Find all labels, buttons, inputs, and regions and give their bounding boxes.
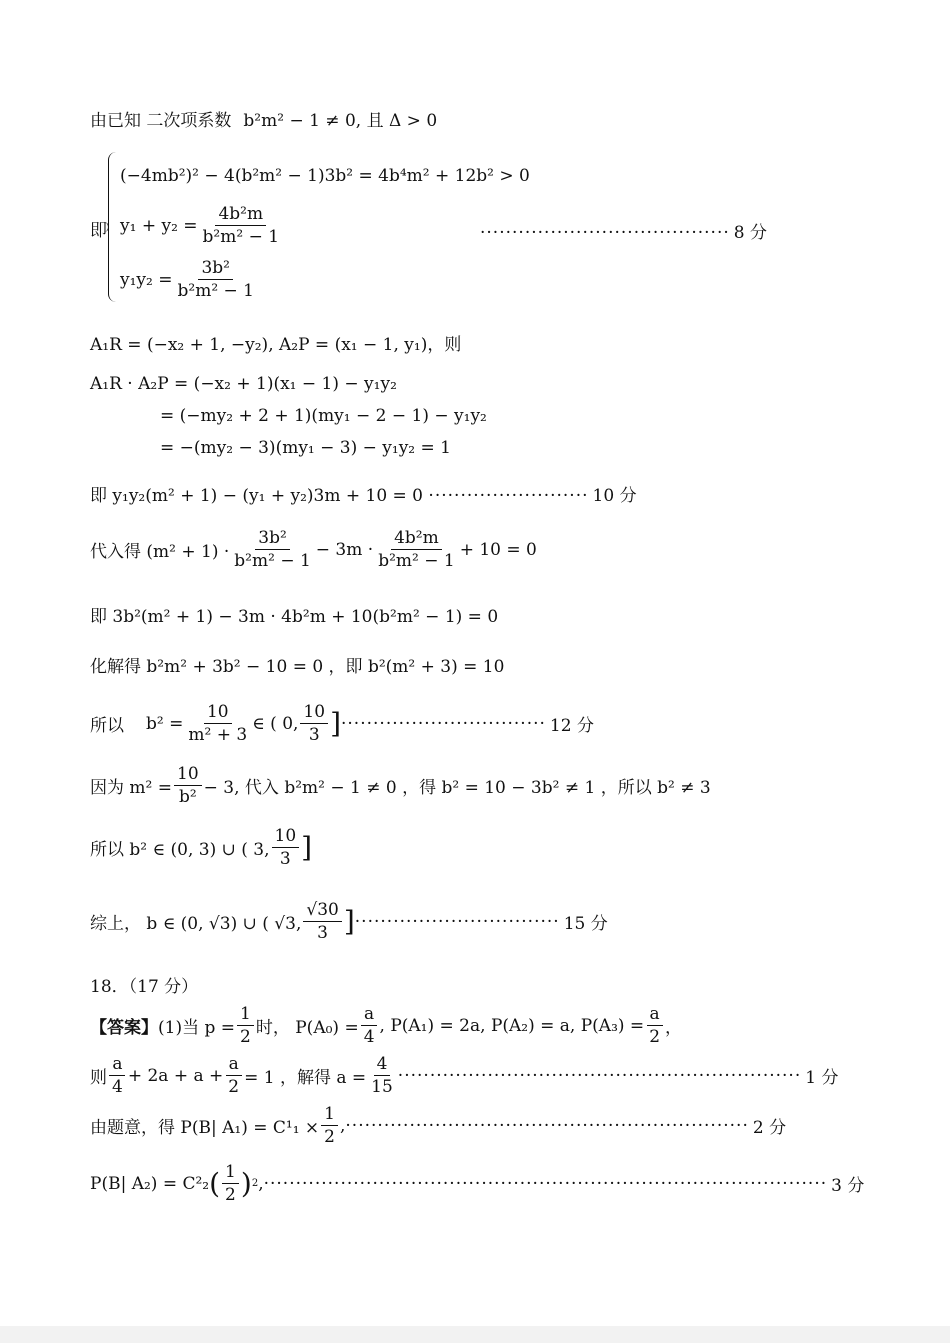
fraction: [200, 204, 283, 248]
answer-text-d: ，: [665, 1018, 683, 1039]
fraction: [303, 900, 341, 944]
numerator: 10: [272, 826, 300, 848]
denominator: 2: [649, 1027, 661, 1048]
range-pre: 所以 b² ∈ (0, 3) ∪ ( 3,: [90, 840, 270, 861]
given-line: 由题意，得 P(B| A₁) = C¹₁ × $\frac{1}{2}$ , ······························································· 2 分: [90, 1104, 787, 1148]
numerator: a: [647, 1004, 663, 1026]
denominator: 15: [371, 1077, 393, 1098]
pb2-line: P(B| A₂) = C²₂ ( $\frac{1}{2}$ ) 2 , ························································································ 3 分: [90, 1162, 865, 1206]
range-line: [90, 826, 312, 870]
simplify-line: 化解得 b²m² + 3b² − 10 = 0 ，即 b²(m² + 3) = 10: [90, 657, 505, 677]
footer-bar: [0, 1326, 950, 1343]
question-18-heading: 18．（17 分）: [90, 977, 199, 997]
fraction: [646, 1004, 663, 1048]
fraction: [321, 1104, 338, 1148]
numerator: 4: [374, 1054, 391, 1076]
intro-line: [90, 106, 437, 131]
score-10: 10 分: [592, 486, 637, 506]
fraction: [174, 764, 202, 808]
denominator: 3: [317, 923, 328, 944]
denominator: b²: [178, 787, 197, 808]
because-pre: 因为 m² =: [90, 778, 172, 799]
fraction: [109, 1054, 126, 1098]
denominator: 3: [279, 849, 291, 870]
denominator: b²m² − 1: [234, 551, 311, 572]
numerator: a: [109, 1054, 125, 1076]
system-eq-2-lhs: y₁ + y₂ =: [120, 215, 198, 236]
conclusion-line: [90, 900, 608, 944]
leader-dots: ································: [341, 713, 546, 734]
fraction: [375, 528, 458, 572]
denominator: b²m² − 1: [202, 227, 280, 248]
numerator: 1: [321, 1104, 338, 1126]
dot-product-1: A₁R · A₂P = (−x₂ + 1)(x₁ − 1) − y₁y₂: [90, 374, 397, 394]
right-bracket: ]: [343, 904, 355, 938]
suoyi-label: 所以: [90, 716, 124, 737]
fraction: [185, 702, 250, 746]
sub-prefix: 代入得 (m² + 1) ·: [90, 542, 230, 563]
fraction: [175, 258, 258, 302]
fraction: [231, 528, 314, 572]
numerator: 4b²m: [391, 528, 442, 550]
b2-line: [90, 702, 594, 746]
b2-lhs: b² =: [146, 713, 184, 734]
pb2-pre: P(B| A₂) = C²₂: [90, 1173, 210, 1194]
because-line: [90, 764, 711, 808]
score-12: 12 分: [549, 716, 594, 737]
numerator: 10: [174, 764, 202, 786]
numerator: a: [361, 1004, 377, 1026]
dot-product-2: = (−my₂ + 2 + 1)(my₁ − 2 − 1) − y₁y₂: [160, 406, 487, 426]
leader-dots: ························································································: [263, 1173, 828, 1194]
intro-text: 由已知 二次项系数: [90, 111, 232, 131]
b2-interval-start: ∈ ( 0,: [252, 713, 299, 734]
fraction: [272, 826, 300, 870]
answer-text-b: 时， P(A₀) =: [255, 1018, 359, 1039]
answer-tag: 【答案】: [90, 1018, 158, 1039]
eq-10: 即 y₁y₂(m² + 1) − (y₁ + y₂)3m + 10 = 0: [90, 486, 424, 506]
denominator: m² + 3: [188, 725, 248, 746]
conclusion-pre: 综上， b ∈ (0, √3) ∪ ( √3,: [90, 914, 302, 935]
leader-dots: ·························: [428, 486, 589, 506]
fraction: [225, 1054, 242, 1098]
fraction: [361, 1004, 378, 1048]
then-pre: 则: [90, 1068, 107, 1089]
denominator: 4: [363, 1027, 375, 1048]
dot-product-3: = −(my₂ − 3)(my₁ − 3) − y₁y₂ = 1: [160, 438, 451, 458]
then-mid: + 2a + a +: [127, 1065, 224, 1086]
numerator: 10: [204, 702, 232, 724]
answer-text-c: , P(A₁) = 2a, P(A₂) = a, P(A₃) =: [379, 1015, 645, 1036]
numerator: a: [226, 1054, 242, 1076]
substitution-line: [90, 528, 537, 572]
leader-dots: ·······························································: [397, 1065, 802, 1086]
score-15: 15 分: [563, 914, 608, 935]
system-brace: [108, 152, 119, 302]
sub-mid: − 3m ·: [315, 539, 374, 560]
system-eq-3-lhs: y₁y₂ =: [120, 269, 173, 290]
leader-dots: ·······························································: [345, 1115, 749, 1136]
denominator: 3: [308, 725, 320, 746]
fraction: [300, 702, 328, 746]
numerator: 3b²: [198, 258, 233, 280]
sub-tail: + 10 = 0: [459, 539, 537, 560]
intro-math: b²m² − 1 ≠ 0, 且 Δ > 0: [243, 111, 438, 131]
score-8: 8 分: [733, 223, 767, 243]
numerator: 4b²m: [215, 204, 266, 226]
fraction: [237, 1004, 254, 1048]
numerator: 1: [222, 1162, 239, 1184]
score-8-line: [480, 218, 767, 243]
denominator: 4: [112, 1077, 123, 1098]
fraction: [222, 1162, 239, 1206]
right-bracket: ]: [330, 706, 341, 740]
given-pre: 由题意，得 P(B| A₁) = C¹₁ ×: [90, 1118, 320, 1139]
system-eq-1: (−4mb²)² − 4(b²m² − 1)3b² = 4b⁴m² + 12b² > 0: [120, 166, 530, 186]
right-paren: ): [240, 1166, 252, 1200]
numerator: 3b²: [255, 528, 290, 550]
denominator: 2: [324, 1127, 335, 1148]
expand-line: 即 3b²(m² + 1) − 3m · 4b²m + 10(b²m² − 1) = 0: [90, 607, 499, 627]
then-post: = 1 ，解得 a =: [244, 1068, 367, 1089]
score-1: 1 分: [805, 1068, 839, 1089]
leader-dots: ································: [354, 911, 560, 932]
denominator: 2: [225, 1185, 236, 1206]
denominator: 2: [228, 1077, 240, 1098]
score-3: 3 分: [831, 1176, 865, 1197]
ji-label: 即: [90, 221, 107, 241]
right-bracket: ]: [301, 830, 313, 864]
system-eq-3: [120, 258, 259, 302]
denominator: 2: [240, 1027, 251, 1048]
vector-line: A₁R = (−x₂ + 1, −y₂), A₂P = (x₁ − 1, y₁)，则: [90, 335, 462, 355]
because-post: − 3, 代入 b²m² − 1 ≠ 0 ，得 b² = 10 − 3b² ≠ 1 ，所以 b² ≠ 3: [203, 778, 711, 799]
numerator: 10: [300, 702, 328, 724]
eq-10-line: [90, 481, 637, 506]
answer-text-a: (1)当 p =: [158, 1018, 236, 1039]
system-eq-2: [120, 204, 284, 248]
numerator: √30: [303, 900, 341, 922]
denominator: b²m² − 1: [177, 281, 254, 302]
fraction: [368, 1054, 396, 1098]
then-line: [90, 1054, 838, 1098]
left-paren: (: [209, 1166, 221, 1200]
score-2: 2 分: [752, 1118, 787, 1139]
numerator: 1: [237, 1004, 254, 1026]
answer-line: [90, 1004, 682, 1048]
denominator: b²m² − 1: [378, 551, 455, 572]
leader-dots: ·······································: [480, 223, 730, 243]
